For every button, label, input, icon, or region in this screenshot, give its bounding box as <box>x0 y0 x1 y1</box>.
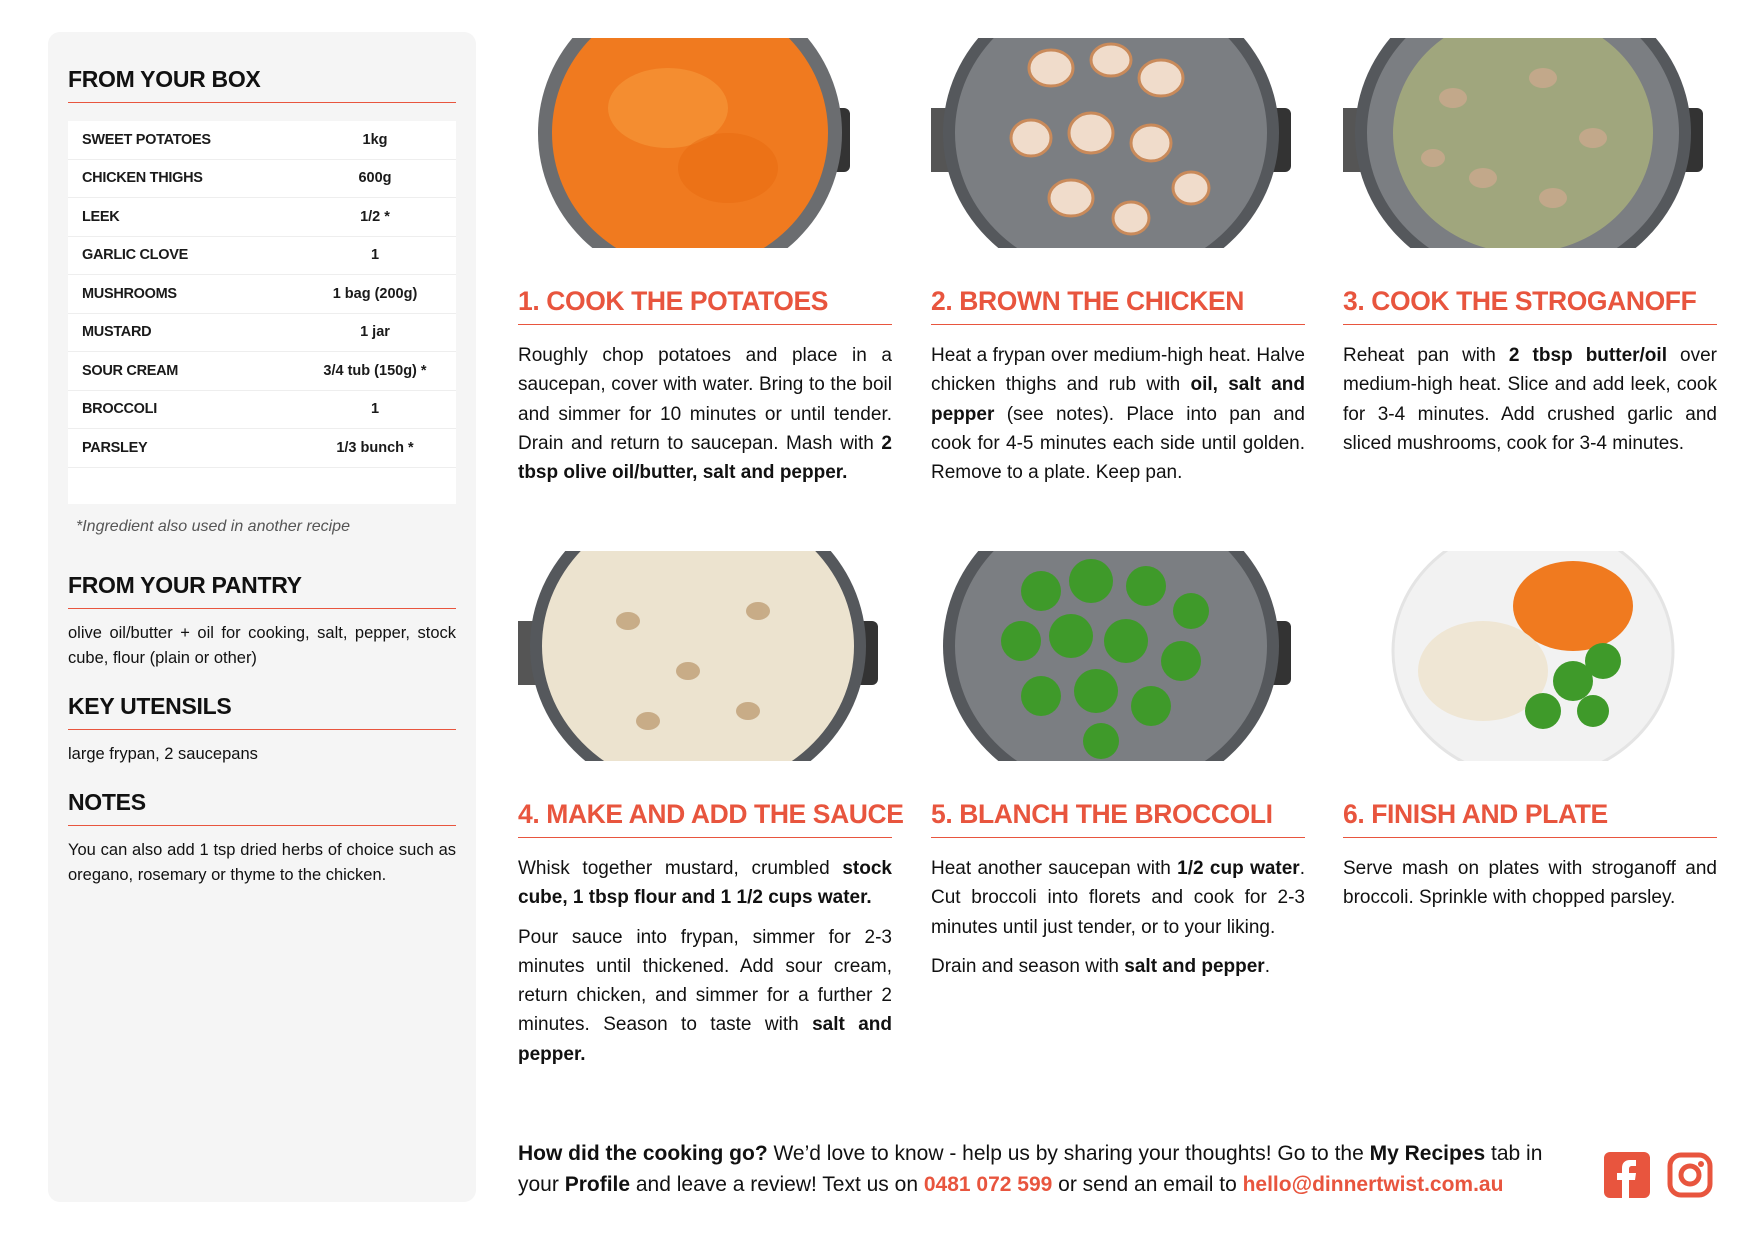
emphasis-text: salt and pepper. <box>518 1014 892 1065</box>
ingredient-name: MUSTARD <box>68 313 300 352</box>
footer-text: or send an email to <box>1052 1173 1243 1196</box>
instagram-icon[interactable] <box>1667 1152 1713 1198</box>
step-6 <box>1343 551 1717 923</box>
notes-text: You can also add 1 tsp dried herbs of choice such as oregano, rosemary or thyme to the chicken. <box>68 840 456 884</box>
ingredient-quantity: 1kg <box>300 121 456 159</box>
footer-text: tab in your <box>518 1142 1543 1196</box>
sidebar <box>48 32 476 1202</box>
footer-emphasis: Profile <box>564 1173 631 1196</box>
ingredient-row <box>68 159 456 198</box>
step-4-title: 4. MAKE AND ADD THE SAUCE <box>518 799 892 838</box>
ingredients-table <box>68 121 456 504</box>
step-2-title: 2. BROWN THE CHICKEN <box>931 286 1305 325</box>
step-2-text <box>931 341 1305 487</box>
emphasis-text: 1/2 cup water <box>1177 858 1300 879</box>
ingredient-quantity: 1/2 * <box>300 198 456 237</box>
step-paragraph <box>518 854 892 913</box>
step-paragraph <box>1343 341 1717 458</box>
emphasis-text: stock cube, 1 tbsp flour and 1 1/2 cups water. <box>518 858 892 909</box>
mashed-sweet-potato-image <box>518 38 878 248</box>
ingredient-name: PARSLEY <box>68 429 300 468</box>
footer-text: and leave a review! Text us on <box>630 1173 924 1196</box>
body-text: . Cut broccoli into florets and cook for 2-3 minutes until just tender, or to your liking. <box>931 858 1305 938</box>
ingredient-quantity: 1/3 bunch * <box>300 429 456 468</box>
ingredient-name: GARLIC CLOVE <box>68 236 300 275</box>
step-6-title: 6. FINISH AND PLATE <box>1343 799 1717 838</box>
ingredient-row <box>68 121 456 159</box>
body-text: Drain and season with <box>931 955 1125 977</box>
ingredient-row-empty <box>68 467 456 504</box>
ingredient-quantity: 1 bag (200g) <box>300 275 456 314</box>
ingredient-quantity: 600g <box>300 159 456 198</box>
step-paragraph <box>518 923 892 1069</box>
pantry-section <box>68 572 456 671</box>
body-text: Whisk together mustard, crumbled <box>518 858 843 879</box>
ingredient-row <box>68 198 456 237</box>
ingredient-name: SWEET POTATOES <box>68 121 300 159</box>
footer-emphasis: My Recipes <box>1369 1142 1486 1165</box>
body-text: . <box>1264 955 1270 977</box>
body-text: over medium-high heat. Slice and add leek, cook for 3-4 minutes. Add crushed garlic and sliced mushrooms, cook for 3-4 minutes. <box>1343 345 1718 454</box>
plated-dish-image <box>1343 551 1703 761</box>
ingredient-name: LEEK <box>68 198 300 237</box>
footer-emphasis: How did the cooking go? <box>518 1142 768 1165</box>
ingredient-name: SOUR CREAM <box>68 352 300 391</box>
ingredient-name: CHICKEN THIGHS <box>68 159 300 198</box>
ingredient-row <box>68 429 456 468</box>
step-5-text <box>931 854 1305 981</box>
step-5-title: 5. BLANCH THE BROCCOLI <box>931 799 1305 838</box>
box-heading: FROM YOUR BOX <box>68 66 456 103</box>
body-text: Roughly chop potatoes and place in a saucepan, cover with water. Bring to the boil and simmer for 10 minutes or until tender. Drain and return to saucepan. Mash with <box>518 345 892 454</box>
body-text: (see notes). Place into pan and cook for 4-5 minutes each side until golden. Remove to a plate. Keep pan. <box>931 403 1305 484</box>
utensils-heading: KEY UTENSILS <box>68 693 456 730</box>
ingredient-quantity: 1 <box>300 390 456 429</box>
facebook-icon[interactable] <box>1604 1152 1650 1198</box>
body-text: Pour sauce into frypan, simmer for 2-3 minutes until thickened. Add sour cream, return chicken, and simmer for a further 2 minutes. Season to taste with <box>518 926 892 1036</box>
step-3 <box>1343 38 1717 468</box>
ingredient-quantity: 1 jar <box>300 313 456 352</box>
notes-heading: NOTES <box>68 789 456 826</box>
ingredient-row <box>68 275 456 314</box>
step-5 <box>931 551 1305 991</box>
step-4 <box>518 551 904 1079</box>
step-paragraph <box>931 952 1305 981</box>
ingredient-quantity: 3/4 tub (150g) * <box>300 352 456 391</box>
body-text: Heat another saucepan with <box>931 858 1178 879</box>
emphasis-text: 2 tbsp olive oil/butter, salt and pepper. <box>518 432 892 484</box>
utensils-text: large frypan, 2 saucepans <box>68 744 258 763</box>
footer-text: We’d love to know - help us by sharing your thoughts! Go to the <box>767 1142 1370 1165</box>
step-1 <box>518 38 892 497</box>
step-2 <box>931 38 1305 497</box>
body-text: Reheat pan with <box>1343 345 1509 366</box>
step-4-text <box>518 854 892 1069</box>
creamy-sauce-pan-image <box>518 551 878 761</box>
email-link[interactable]: hello@dinnertwist.com.au <box>1242 1173 1504 1196</box>
utensils-section <box>68 693 456 767</box>
step-3-title: 3. COOK THE STROGANOFF <box>1343 286 1717 325</box>
ingredient-row <box>68 390 456 429</box>
ingredient-row <box>68 236 456 275</box>
broccoli-pan-image <box>931 551 1291 761</box>
ingredient-quantity: 1 <box>300 236 456 275</box>
ingredient-footnote: *Ingredient also used in another recipe <box>76 517 350 535</box>
emphasis-text: oil, salt and pepper <box>931 374 1305 425</box>
emphasis-text: salt and pepper <box>1124 955 1265 977</box>
leek-mushroom-pan-image <box>1343 38 1703 248</box>
browned-chicken-image <box>931 38 1291 248</box>
pantry-text: olive oil/butter + oil for cooking, salt, pepper, stock cube, flour (plain or other) <box>68 623 456 667</box>
step-1-text <box>518 341 892 487</box>
pantry-heading: FROM YOUR PANTRY <box>68 572 456 609</box>
ingredient-row <box>68 313 456 352</box>
ingredient-name: MUSHROOMS <box>68 275 300 314</box>
body-text: Heat a frypan over medium-high heat. Halve chicken thighs and rub with <box>931 345 1305 396</box>
step-paragraph <box>1343 854 1717 913</box>
feedback-footer <box>518 1138 1578 1200</box>
ingredient-name: BROCCOLI <box>68 390 300 429</box>
ingredient-row <box>68 352 456 391</box>
emphasis-text: 2 tbsp butter/oil <box>1508 345 1667 366</box>
step-paragraph <box>931 854 1305 942</box>
step-paragraph <box>518 341 892 487</box>
step-6-text <box>1343 854 1717 913</box>
step-1-title: 1. COOK THE POTATOES <box>518 286 892 325</box>
step-paragraph <box>931 341 1305 487</box>
phone-link[interactable]: 0481 072 599 <box>923 1173 1053 1196</box>
notes-section <box>68 789 456 888</box>
step-3-text <box>1343 341 1717 458</box>
body-text: Serve mash on plates with stroganoff and broccoli. Sprinkle with chopped parsley. <box>1343 858 1717 909</box>
